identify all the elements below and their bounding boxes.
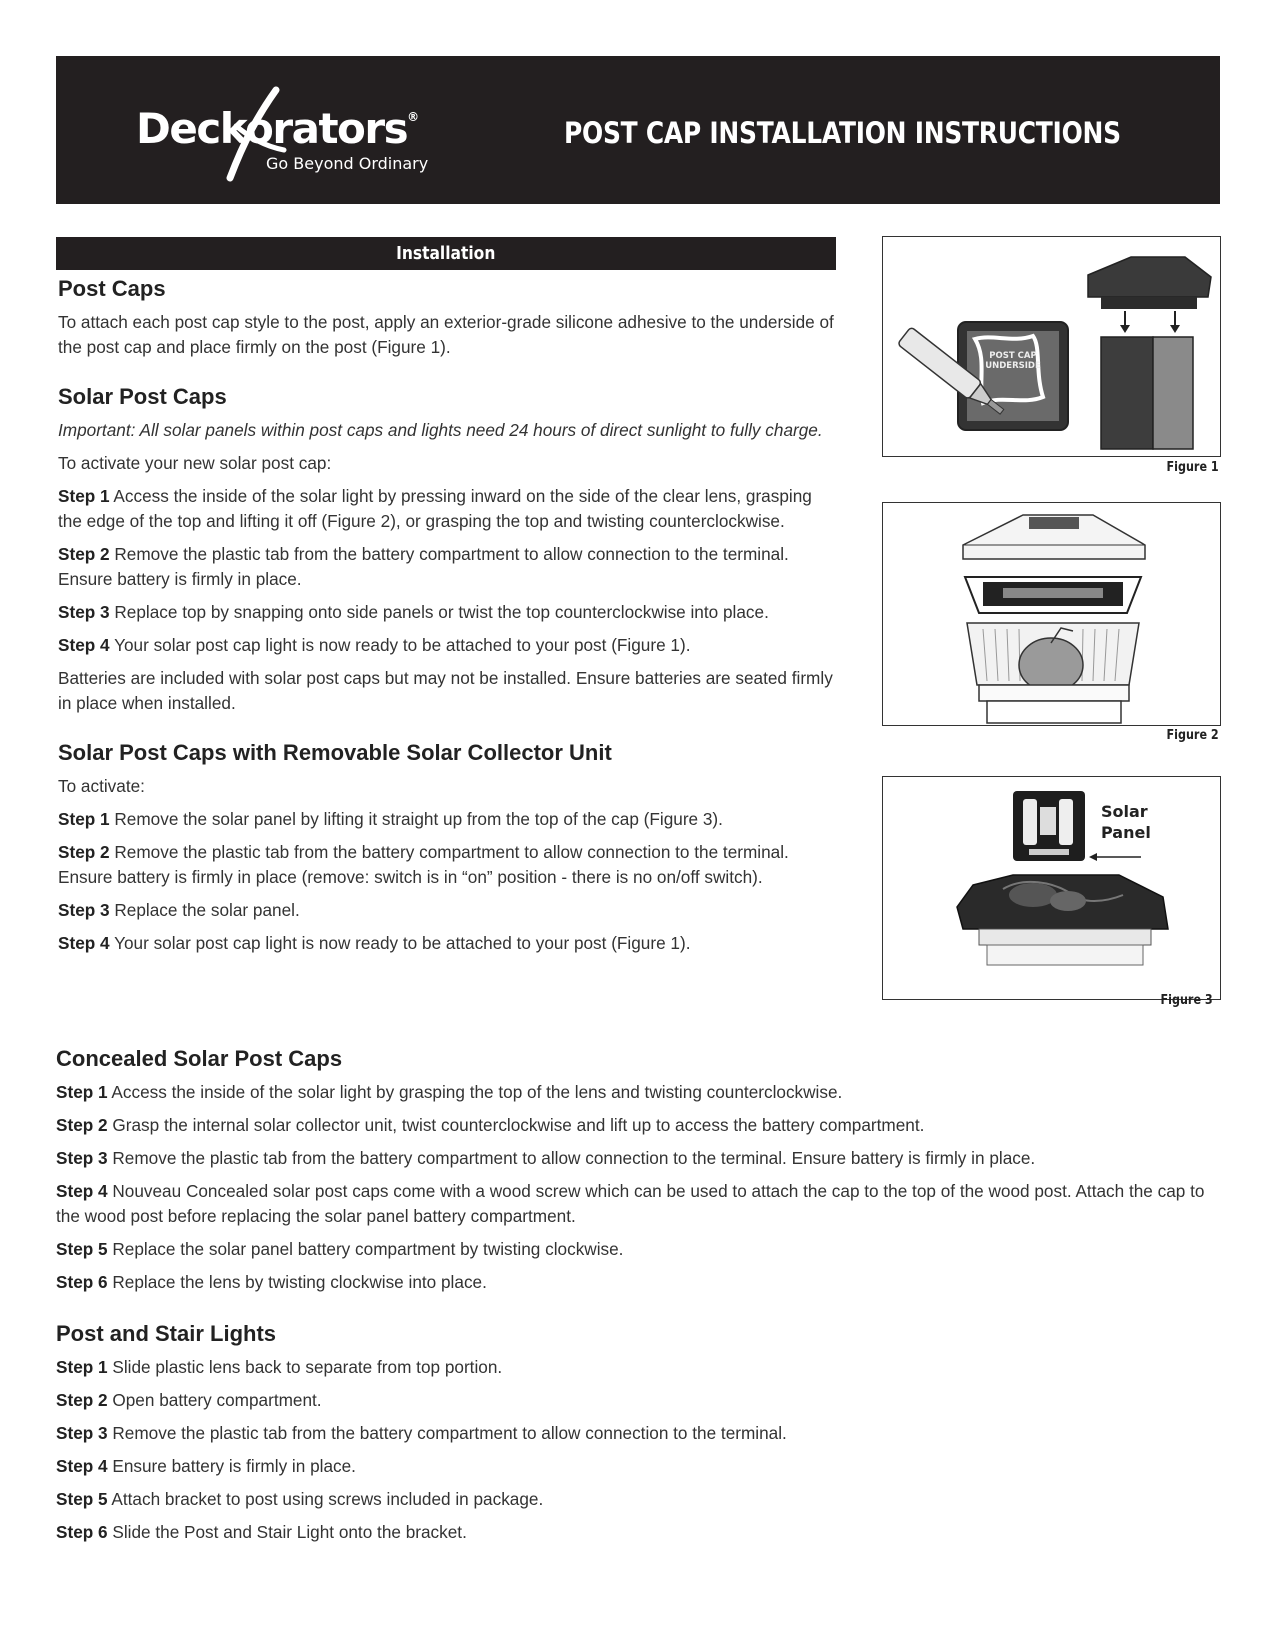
removable-step: Step 2 Remove the plastic tab from the battery compartment to allow connection to the terminal. Ensure battery is firmly in place (remove: switch is in “on” position - there is no on/off switch).: [58, 842, 789, 887]
stair-step: Step 1 Slide plastic lens back to separate from top portion.: [56, 1357, 503, 1377]
figure-3-label: Figure 3: [1160, 993, 1213, 1008]
figure-3-illustration: [882, 776, 1221, 1000]
heading-post-caps: Post Caps: [58, 276, 166, 301]
stair-step: Step 4 Ensure battery is firmly in place.: [56, 1456, 356, 1476]
figure-1-illustration: [882, 236, 1221, 457]
concealed-step: Step 6 Replace the lens by twisting clockwise into place.: [56, 1272, 487, 1292]
underside-label: UNDERSIDE: [985, 361, 1041, 371]
stair-step: Step 2 Open battery compartment.: [56, 1390, 322, 1410]
heading-removable-collector: Solar Post Caps with Removable Solar Collector Unit: [58, 740, 612, 765]
solar-important-note: Important: All solar panels within post caps and lights need 24 hours of direct sunlight to fully charge.: [58, 420, 823, 440]
deckorators-logo: [136, 86, 466, 186]
solar-step: Step 3 Replace top by snapping onto side panels or twist the top counterclockwise into place.: [58, 602, 769, 622]
post-caps-body: To attach each post cap style to the post, apply an exterior-grade silicone adhesive to the underside of the post cap and place firmly on the post (Figure 1).: [58, 312, 834, 357]
solar-intro: To activate your new solar post cap:: [58, 453, 332, 473]
concealed-step: Step 2 Grasp the internal solar collector unit, twist counterclockwise and lift up to access the battery compartment.: [56, 1115, 925, 1135]
figure-1-label: Figure 1: [1166, 460, 1219, 475]
stair-step: Step 6 Slide the Post and Stair Light onto the bracket.: [56, 1522, 467, 1542]
concealed-step: Step 3 Remove the plastic tab from the battery compartment to allow connection to the terminal. Ensure battery is firmly in place.: [56, 1148, 1036, 1168]
left-column: [58, 276, 836, 956]
figure-2-illustration: [882, 502, 1221, 726]
removable-step: Step 1 Remove the solar panel by lifting it straight up from the top of the cap (Figure 3).: [58, 809, 723, 829]
solar-battery-note: Batteries are included with solar post caps but may not be installed. Ensure batteries are seated firmly in place when installed.: [58, 668, 833, 713]
post-cap-adhesive-illustration-icon: [883, 237, 1220, 456]
figure-2-label: Figure 2: [1166, 728, 1219, 743]
heading-post-stair-lights: Post and Stair Lights: [56, 1321, 277, 1346]
removable-intro: To activate:: [58, 776, 145, 796]
concealed-step: Step 1 Access the inside of the solar light by grasping the top of the lens and twisting counterclockwise.: [56, 1082, 843, 1102]
solar-step: Step 2 Remove the plastic tab from the battery compartment to allow connection to the terminal. Ensure battery is firmly in place.: [58, 544, 789, 589]
solar-step: Step 4 Your solar post cap light is now ready to be attached to your post (Figure 1).: [58, 635, 691, 655]
heading-concealed: Concealed Solar Post Caps: [56, 1046, 343, 1071]
stair-step: Step 5 Attach bracket to post using screws included in package.: [56, 1489, 544, 1509]
logo-wordmark: Deckorators®: [136, 104, 420, 153]
callout-label: Panel: [1101, 823, 1151, 842]
solar-step: Step 1 Access the inside of the solar light by pressing inward on the side of the clear lens, grasping the edge of the top and lifting it off (Figure 2), or grasping the top and twisting counterclockwise.: [58, 486, 812, 531]
stair-step: Step 3 Remove the plastic tab from the battery compartment to allow connection to the terminal.: [56, 1423, 787, 1443]
logo-tagline: Go Beyond Ordinary: [266, 154, 429, 173]
removable-solar-panel-illustration-icon: [883, 777, 1220, 999]
section-header-installation: Installation: [56, 237, 836, 270]
removable-step: Step 3 Replace the solar panel.: [58, 900, 300, 920]
callout-label: Solar: [1101, 802, 1148, 821]
lower-sections: [56, 1046, 1226, 1545]
concealed-step: Step 5 Replace the solar panel battery compartment by twisting clockwise.: [56, 1239, 624, 1259]
header-banner: [56, 56, 1220, 204]
heading-solar-post-caps: Solar Post Caps: [58, 384, 227, 409]
removable-step: Step 4 Your solar post cap light is now ready to be attached to your post (Figure 1).: [58, 933, 691, 953]
page-title: POST CAP INSTALLATION INSTRUCTIONS: [564, 116, 1121, 150]
concealed-step: Step 4 Nouveau Concealed solar post caps come with a wood screw which can be used to attach the cap to the top of the wood post. Attach the cap to the wood post before replacing the solar panel battery compartment.: [56, 1181, 1205, 1226]
underside-label: POST CAP: [989, 351, 1037, 361]
solar-cap-disassembly-illustration-icon: [883, 503, 1220, 725]
